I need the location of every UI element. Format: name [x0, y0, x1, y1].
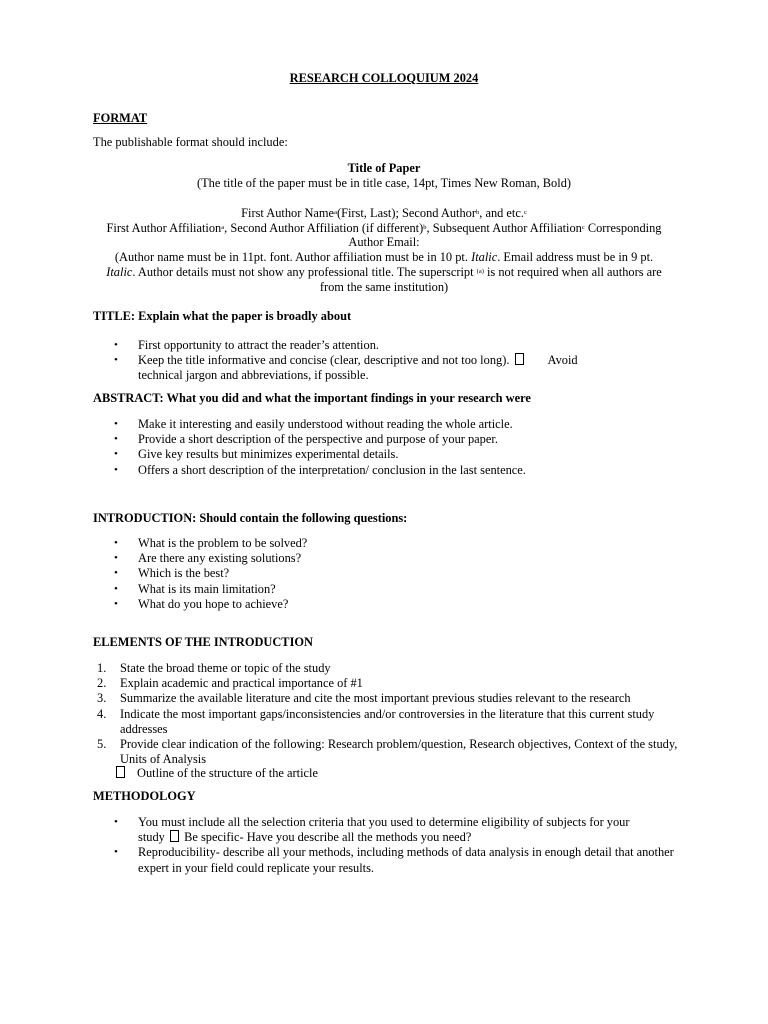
list-item-text: Keep the title informative and concise (clear, descriptive and not too long). — [138, 353, 510, 368]
paper-title-note: (The title of the paper must be in title case, 14pt, Times New Roman, Bold) — [196, 176, 572, 190]
note-text: (Author name must be in 11pt. font. Author affiliation must be in 10 pt. — [114, 250, 472, 264]
list-item: • Reproducibility- describe all your methods, including methods of data analysis in enough detail that another expert in your field could replicate your results. — [114, 845, 674, 875]
format-intro: The publishable format should include: — [93, 135, 288, 149]
list-item-text: Avoid — [547, 353, 578, 368]
corresponding: Corresponding — [584, 221, 662, 235]
format-heading: FORMAT — [93, 111, 148, 125]
list-item-text: study — [138, 830, 165, 845]
author-note-line-2 — [0, 265, 768, 280]
list-item: • Keep the title informative and concise (clear, descriptive and not too long). Avoid technical jargon and abbreviations, if possible. — [114, 353, 578, 383]
author-note-line-1 — [0, 250, 768, 265]
note-text: . Email address must be in 9 pt. — [497, 250, 654, 264]
list-item-text: First opportunity to attract the reader’s attention. — [138, 338, 379, 352]
list-item-text: Reproducibility- describe all your methods, including methods of data analysis in enough detail that another expert in your field could replicate your results. — [138, 845, 674, 875]
abstract-section-heading: ABSTRACT: What you did and what the important findings in your research were — [93, 391, 531, 405]
symbol-box-icon — [515, 353, 524, 365]
list-item-text: Give key results but minimizes experimental details. — [138, 447, 399, 462]
symbol-box-icon — [170, 830, 179, 842]
list-number: 2. — [97, 676, 107, 691]
and-etc: , and etc. — [479, 206, 524, 220]
list-item: • Provide a short description of the perspective and purpose of your paper. — [114, 432, 498, 447]
outline-text: Outline of the structure of the article — [137, 766, 318, 780]
outline-item — [114, 766, 318, 781]
second-affiliation: , Second Author Affiliation (if different) — [224, 221, 424, 235]
title-bullets — [114, 338, 674, 384]
list-item-text: What do you hope to achieve? — [138, 596, 289, 611]
author-note-line-3: from the same institution) — [319, 280, 449, 294]
first-affiliation: First Author Affiliation — [106, 221, 222, 235]
list-item — [94, 707, 684, 737]
list-item — [94, 691, 684, 706]
list-item-text: Explain academic and practical importance of #1 — [120, 676, 363, 691]
title-section-heading: TITLE: Explain what the paper is broadly about — [93, 309, 352, 323]
sup-b: b — [476, 209, 480, 216]
affiliation-line — [0, 221, 768, 236]
abstract-bullets — [114, 417, 674, 478]
list-item-text: Be specific- Have you describe all the methods you need? — [184, 830, 472, 845]
list-item — [94, 661, 684, 676]
list-item: • What is its main limitation? — [114, 581, 276, 596]
elements-numbered-list — [94, 661, 684, 767]
list-item: • What do you hope to achieve? — [114, 596, 289, 611]
list-item-text: State the broad theme or topic of the study — [120, 661, 331, 675]
list-item: • Are there any existing solutions? — [114, 551, 302, 566]
sup-c: c — [581, 224, 585, 231]
list-item: • First opportunity to attract the reader’s attention. — [114, 338, 379, 352]
document-title: RESEARCH COLLOQUIUM 2024 — [289, 71, 479, 85]
list-item — [94, 676, 684, 691]
methodology-bullets — [114, 815, 674, 876]
subsequent-affiliation: , Subsequent Author Affiliation — [426, 221, 582, 235]
list-item: • Which is the best? — [114, 566, 230, 581]
symbol-box-icon — [116, 766, 125, 778]
note-text: . Author details must not show any professional title. The superscript — [132, 265, 477, 279]
first-author-name: First Author Name — [241, 206, 335, 220]
list-item-text: Provide a short description of the perspective and purpose of your paper. — [138, 432, 498, 447]
authors-line — [0, 206, 768, 221]
note-text: is not required when all authors are — [483, 265, 662, 279]
list-number: 4. — [97, 706, 107, 721]
introduction-bullets — [114, 536, 674, 612]
list-item-text: What is its main limitation? — [138, 581, 276, 596]
sup-a: a — [221, 224, 225, 231]
list-item: • Give key results but minimizes experimental details. — [114, 447, 399, 462]
list-item-text: You must include all the selection criteria that you used to determine eligibility of subjects for your — [138, 815, 630, 829]
methodology-section-heading: METHODOLOGY — [93, 789, 196, 803]
list-item-text: technical jargon and abbreviations, if possible. — [138, 368, 369, 383]
sup-c: c — [523, 209, 527, 216]
sup-b: b — [423, 224, 427, 231]
second-author: (First, Last); Second Author — [336, 206, 476, 220]
list-number: 3. — [97, 691, 107, 706]
note-italic: Italic — [106, 265, 133, 279]
author-email-label: Author Email: — [348, 235, 420, 249]
list-item: • Make it interesting and easily understood without reading the whole article. — [114, 417, 513, 431]
list-number: 5. — [97, 737, 107, 752]
note-italic: Italic — [471, 250, 498, 264]
paper-title-sample: Title of Paper — [347, 161, 421, 175]
list-item: • What is the problem to be solved? — [114, 536, 308, 550]
introduction-section-heading: INTRODUCTION: Should contain the following questions: — [93, 511, 408, 525]
list-item-text: Offers a short description of the interpretation/ conclusion in the last sentence. — [138, 462, 526, 477]
list-item: • Offers a short description of the interpretation/ conclusion in the last sentence. — [114, 462, 526, 477]
list-item — [94, 737, 684, 767]
list-item-text: Make it interesting and easily understood without reading the whole article. — [138, 417, 513, 431]
list-item-text: Indicate the most important gaps/inconsistencies and/or controversies in the literature that this current study addresses — [120, 706, 655, 736]
list-item-text: Summarize the available literature and cite the most important previous studies relevant to the research — [120, 691, 631, 706]
sup-a-paren: (a) — [476, 268, 484, 275]
elements-section-heading: ELEMENTS OF THE INTRODUCTION — [93, 635, 313, 649]
list-item-text: Are there any existing solutions? — [138, 551, 302, 566]
sup-a: a — [334, 209, 337, 216]
list-item-text: What is the problem to be solved? — [138, 536, 308, 550]
list-item: • You must include all the selection criteria that you used to determine eligibility of subjects for your study Be specific- Have you describe all the methods you need? — [114, 815, 630, 845]
list-item-text: Provide clear indication of the following: Research problem/question, Research objectives, Context of the study, Units of Analysis — [120, 737, 678, 767]
list-number: 1. — [97, 661, 107, 675]
list-item-text: Which is the best? — [138, 566, 230, 581]
